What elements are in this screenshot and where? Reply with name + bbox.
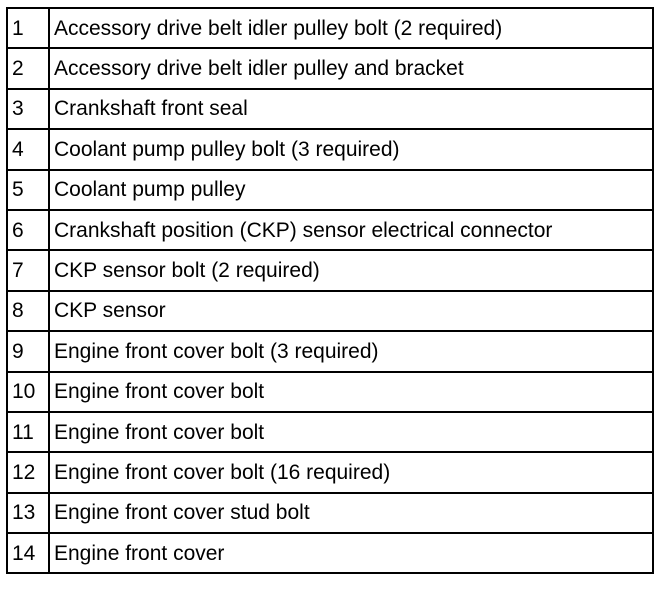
item-number: 5 [7,170,49,210]
item-number: 14 [7,533,49,573]
item-description: Crankshaft position (CKP) sensor electrical connector [49,210,653,250]
item-number: 6 [7,210,49,250]
table-row [7,412,653,452]
parts-legend-table [6,7,654,574]
table-row [7,129,653,169]
table-row [7,89,653,129]
item-number: 10 [7,372,49,412]
item-number: 2 [7,48,49,88]
item-number: 11 [7,412,49,452]
table-row [7,291,653,331]
item-description: Coolant pump pulley bolt (3 required) [49,129,653,169]
item-description: Engine front cover bolt (16 required) [49,452,653,492]
item-number: 12 [7,452,49,492]
table-row [7,372,653,412]
item-number: 9 [7,331,49,371]
table-row [7,210,653,250]
item-number: 3 [7,89,49,129]
parts-legend-body [7,8,653,573]
table-row [7,533,653,573]
item-number: 8 [7,291,49,331]
item-description: Engine front cover stud bolt [49,493,653,533]
table-row [7,452,653,492]
item-description: Crankshaft front seal [49,89,653,129]
item-description: CKP sensor bolt (2 required) [49,250,653,290]
item-description: Engine front cover bolt (3 required) [49,331,653,371]
item-number: 1 [7,8,49,48]
item-description: Coolant pump pulley [49,170,653,210]
item-number: 13 [7,493,49,533]
table-row [7,8,653,48]
item-description: Engine front cover bolt [49,372,653,412]
item-description: Engine front cover bolt [49,412,653,452]
table-row [7,250,653,290]
table-row [7,331,653,371]
table-row [7,170,653,210]
item-description: CKP sensor [49,291,653,331]
table-row [7,48,653,88]
item-description: Accessory drive belt idler pulley and bracket [49,48,653,88]
item-number: 7 [7,250,49,290]
item-number: 4 [7,129,49,169]
item-description: Engine front cover [49,533,653,573]
table-row [7,493,653,533]
item-description: Accessory drive belt idler pulley bolt (2 required) [49,8,653,48]
